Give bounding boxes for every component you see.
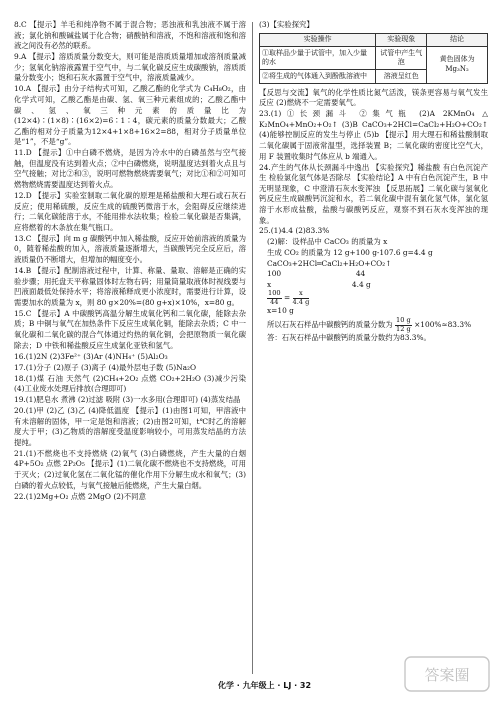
answer-19: 19.(1)肥皂水 煮沸 (2)过滤 吸附 (3)一水多用(合理即可) (4)蒸发结晶 — [14, 395, 241, 405]
answer-9: 9.A 【提示】溶质质量分数变大，则可能是溶质质量增加或溶剂质量减少；氢氧化钠溶液露置于空气中，与二氧化碳反应生成碳酸钠，溶质质量分数变小；饱和石灰水露置于空气中，溶液质量减少。 — [14, 52, 246, 83]
experiment-table — [259, 33, 488, 84]
answer-14: 14.B 【提示】配制溶液过程中，计算、称量、量取、溶解是正确的实验步骤；用托盘天平称量固体时左物右码；用量筒量取液体时视线要与凹液面最低处保持水平；将溶液稀释成更小浓度时，需要进行计算，设需要加水的质量为 x，则 80 g×20%=(80 g+x)×10%，x=80 g。 — [14, 266, 246, 307]
table-cell-conclusion: 黄色固体为Mg₃N₂ — [427, 47, 488, 84]
answer-18: 18.(1)煤 石油 天然气 (2)CH₄+2O₂ 点燃 CO₂+2H₂O (3)减少污染 (4)工业废水处理后排放(合理即可) — [14, 373, 246, 394]
answer-8: 8.C 【提示】羊毛和纯净物不属于混合物；恶浊液和乳浊液不属于溶液；氯化钠和酸碱盐属于化合物；硝酸钠和溶液，不饱和溶液和饱和溶液之间没有必然的联系。 — [14, 20, 246, 51]
answer-17: 17.(1)分子 (2)原子 (3)离子 (4)最外层电子数 (5)Na₂O — [14, 362, 197, 372]
reflection-text: 【反思与交流】氧气的化学性质比氮气活泼，镁条更容易与氧气发生反应 (2)燃烧不一定需要氧气。 — [259, 87, 488, 108]
answer-11: 11.D 【提示】①中白磷不燃烧，是因为冷水中的白磷虽然与空气接触，但温度没有达到着火点；②中白磷燃烧，说明温度达到着火点且与空气接触；对比②和③，说明可燃物燃烧需要氧气；对比①和②可知可燃物燃烧需要温度达到着火点。 — [14, 148, 246, 190]
calc-proportion: $\frac{100}{44}$ = $\frac{x}{4.4 g}$ — [268, 289, 310, 306]
vars-left: x — [267, 279, 272, 289]
experiment-heading: (3)【实验探究】 — [259, 20, 314, 29]
table-cell-operation: ②将生成的气体通入到酚酞溶液中 — [260, 70, 376, 84]
watermark-logo-icon — [404, 655, 490, 693]
table-row — [260, 47, 488, 70]
table-cell-operation: ①取样品少量于试管中，加入少量的水 — [260, 47, 376, 70]
table-header-observation: 实验现象 — [376, 33, 427, 47]
watermark-text: 答案圈 — [424, 666, 470, 684]
fraction-a: $\frac{100}{44}$ — [268, 289, 281, 306]
answer-10: 10.A 【提示】由分子结构式可知，乙酸乙酯的化学式为 C₄H₈O₂，由化学式可知，乙酸乙酯是由碳、氢、氧三种元素组成的；乙酸乙酯中碳、氢、氧三种元素的质量比为(12×4)∶(1×8)∶(16×2)=6∶1∶4，碳元素的质量分数最大；乙酸乙酯的相对分子质量为12×4+1×8+16×2=88，相对分子质量单位是“1”，不是“g”。 — [14, 84, 246, 147]
calculation-block — [259, 237, 488, 343]
answer-24: 24.产生的气体从长颈漏斗中逸出 【实验探究】稀盐酸 有白色沉淀产生 检验氯化氢气体是否除尽 【实验结论】A 中有白色沉淀产生，B 中无明显现象，C 中澄清石灰水变浑浊 【反思拓展】二氧化碳与氢氧化钙反应生成碳酸钙沉淀和水，若二氧化碳中混有氯化氢气体，氯化氢溶于水形成盐酸，盐酸与碳酸钙反应，观察不到石灰水变浑浊的现象。 — [259, 162, 488, 225]
right-column — [259, 20, 488, 344]
ratio-right: 44 — [355, 269, 366, 279]
calc-final: 所以石灰石样品中碳酸钙的质量分数为 $\frac{10 g}{12 g}$ ×100%≈83.3% — [267, 316, 472, 333]
calc-mass: 生成 CO₂ 的质量为 12 g+100 g-107.6 g=4.4 g — [267, 248, 433, 258]
table-header-operation: 实验操作 — [260, 33, 376, 47]
answer-25: 25.(1)4.4 (2)83.3% — [259, 226, 330, 236]
calc-equation: CaCO₃+2HCl═CaCl₂+H₂O+CO₂↑ — [267, 258, 392, 268]
left-column — [14, 20, 246, 503]
table-header-row — [260, 33, 488, 47]
calc-ratio — [267, 269, 488, 280]
answer-13: 13.C 【提示】向 m g 碳酸钙中加入稀盐酸，反应开始前溶液的质量为0，随着稀盐酸的加入，溶液质量逐渐增大，当碳酸钙完全反应后，溶液质量仍不断增大，但增加的幅度变小。 — [14, 233, 246, 265]
fraction-final: $\frac{10 g}{12 g}$ — [396, 316, 411, 333]
answer-16: 16.(1)2N (2)3Fe²⁺ (3)Ar (4)NH₄⁺ (5)Al₂O₃ — [14, 351, 168, 361]
fraction-b: $\frac{x}{4.4 g}$ — [292, 289, 310, 306]
answer-12: 12.D 【提示】实验室制取二氧化碳的原理是稀盐酸和大理石或石灰石反应；使用稀硫酸，反应生成的硫酸钙微溶于水，会阻碍反应继续进行；二氧化碳能溶于水，不能用排水法收集；检验二氧化碳是否集满，应将燃着的木条放在集气瓶口。 — [14, 191, 246, 232]
calc-result: x=10 g — [267, 306, 294, 316]
column-divider — [252, 22, 253, 674]
page-footer: 化学 · 九年级上 · LJ · 32 — [218, 681, 312, 690]
table-cell-observation: 试管中产生气泡 — [376, 47, 427, 70]
table-header-conclusion: 结论 — [427, 33, 488, 47]
vars-right: 4.4 g — [351, 279, 371, 289]
answer-23: 23.(1)①长颈漏斗 ②集气瓶 (2)A 2KMnO₄ △ K₂MnO₄+MnO₂+O₂↑ (3)B CaCO₃+2HCl=CaCl₂+H₂O+CO₂↑ (4)能够控制反应的发生与停止 (5)b 【提示】用大理石和稀盐酸制取二氧化碳属于固液常温型，选择装置 B；二氧化碳的密度比空气大，用 F 装置收集时气体应从 b 端通入。 — [259, 109, 488, 161]
calc-intro: (2)解：设样品中 CaCO₃ 的质量为 x — [267, 237, 388, 247]
answer-15: 15.C 【提示】A 中碳酸钙高温分解生成氧化钙和二氧化碳，能除去杂质；B 中铜与氧气在加热条件下反应生成氧化铜，能除去杂质；C 中一氧化碳和二氧化碳的混合气体通过灼热的氧化铜，会把原物质一氧化碳除去；D 中铁和稀盐酸反应生成氯化亚铁和氢气。 — [14, 308, 246, 350]
calc-answer: 答：石灰石样品中碳酸钙的质量分数约为83.3%。 — [267, 333, 431, 343]
answer-20: 20.(1)甲 (2)乙 (3)乙 (4)降低温度 【提示】(1)由图1可知，甲溶液中有未溶解的固体，甲一定是饱和溶液；(2)由图2可知，t℃时乙的溶解度大于甲；(3)乙物质的溶解度受温度影响较小，可用蒸发结晶的方法提纯。 — [14, 406, 246, 447]
answer-21: 21.(1)不燃烧也不支持燃烧 (2)氧气 (3)白磷燃烧，产生大量的白烟 4P+5O₂ 点燃 2P₂O₅ 【提示】(1)二氧化碳不燃烧也不支持燃烧，可用于灭火；(2)过氧化氢在二氧化锰的催化作用下分解生成水和氧气；(3)白磷的着火点较低，与氧气接触后能燃烧，产生大量白烟。 — [14, 448, 246, 490]
ratio-left: 100 — [267, 269, 282, 279]
answer-22: 22.(1)2Mg+O₂ 点燃 2MgO (2)不同意 — [14, 491, 146, 501]
table-cell-observation: 溶液呈红色 — [376, 70, 427, 84]
